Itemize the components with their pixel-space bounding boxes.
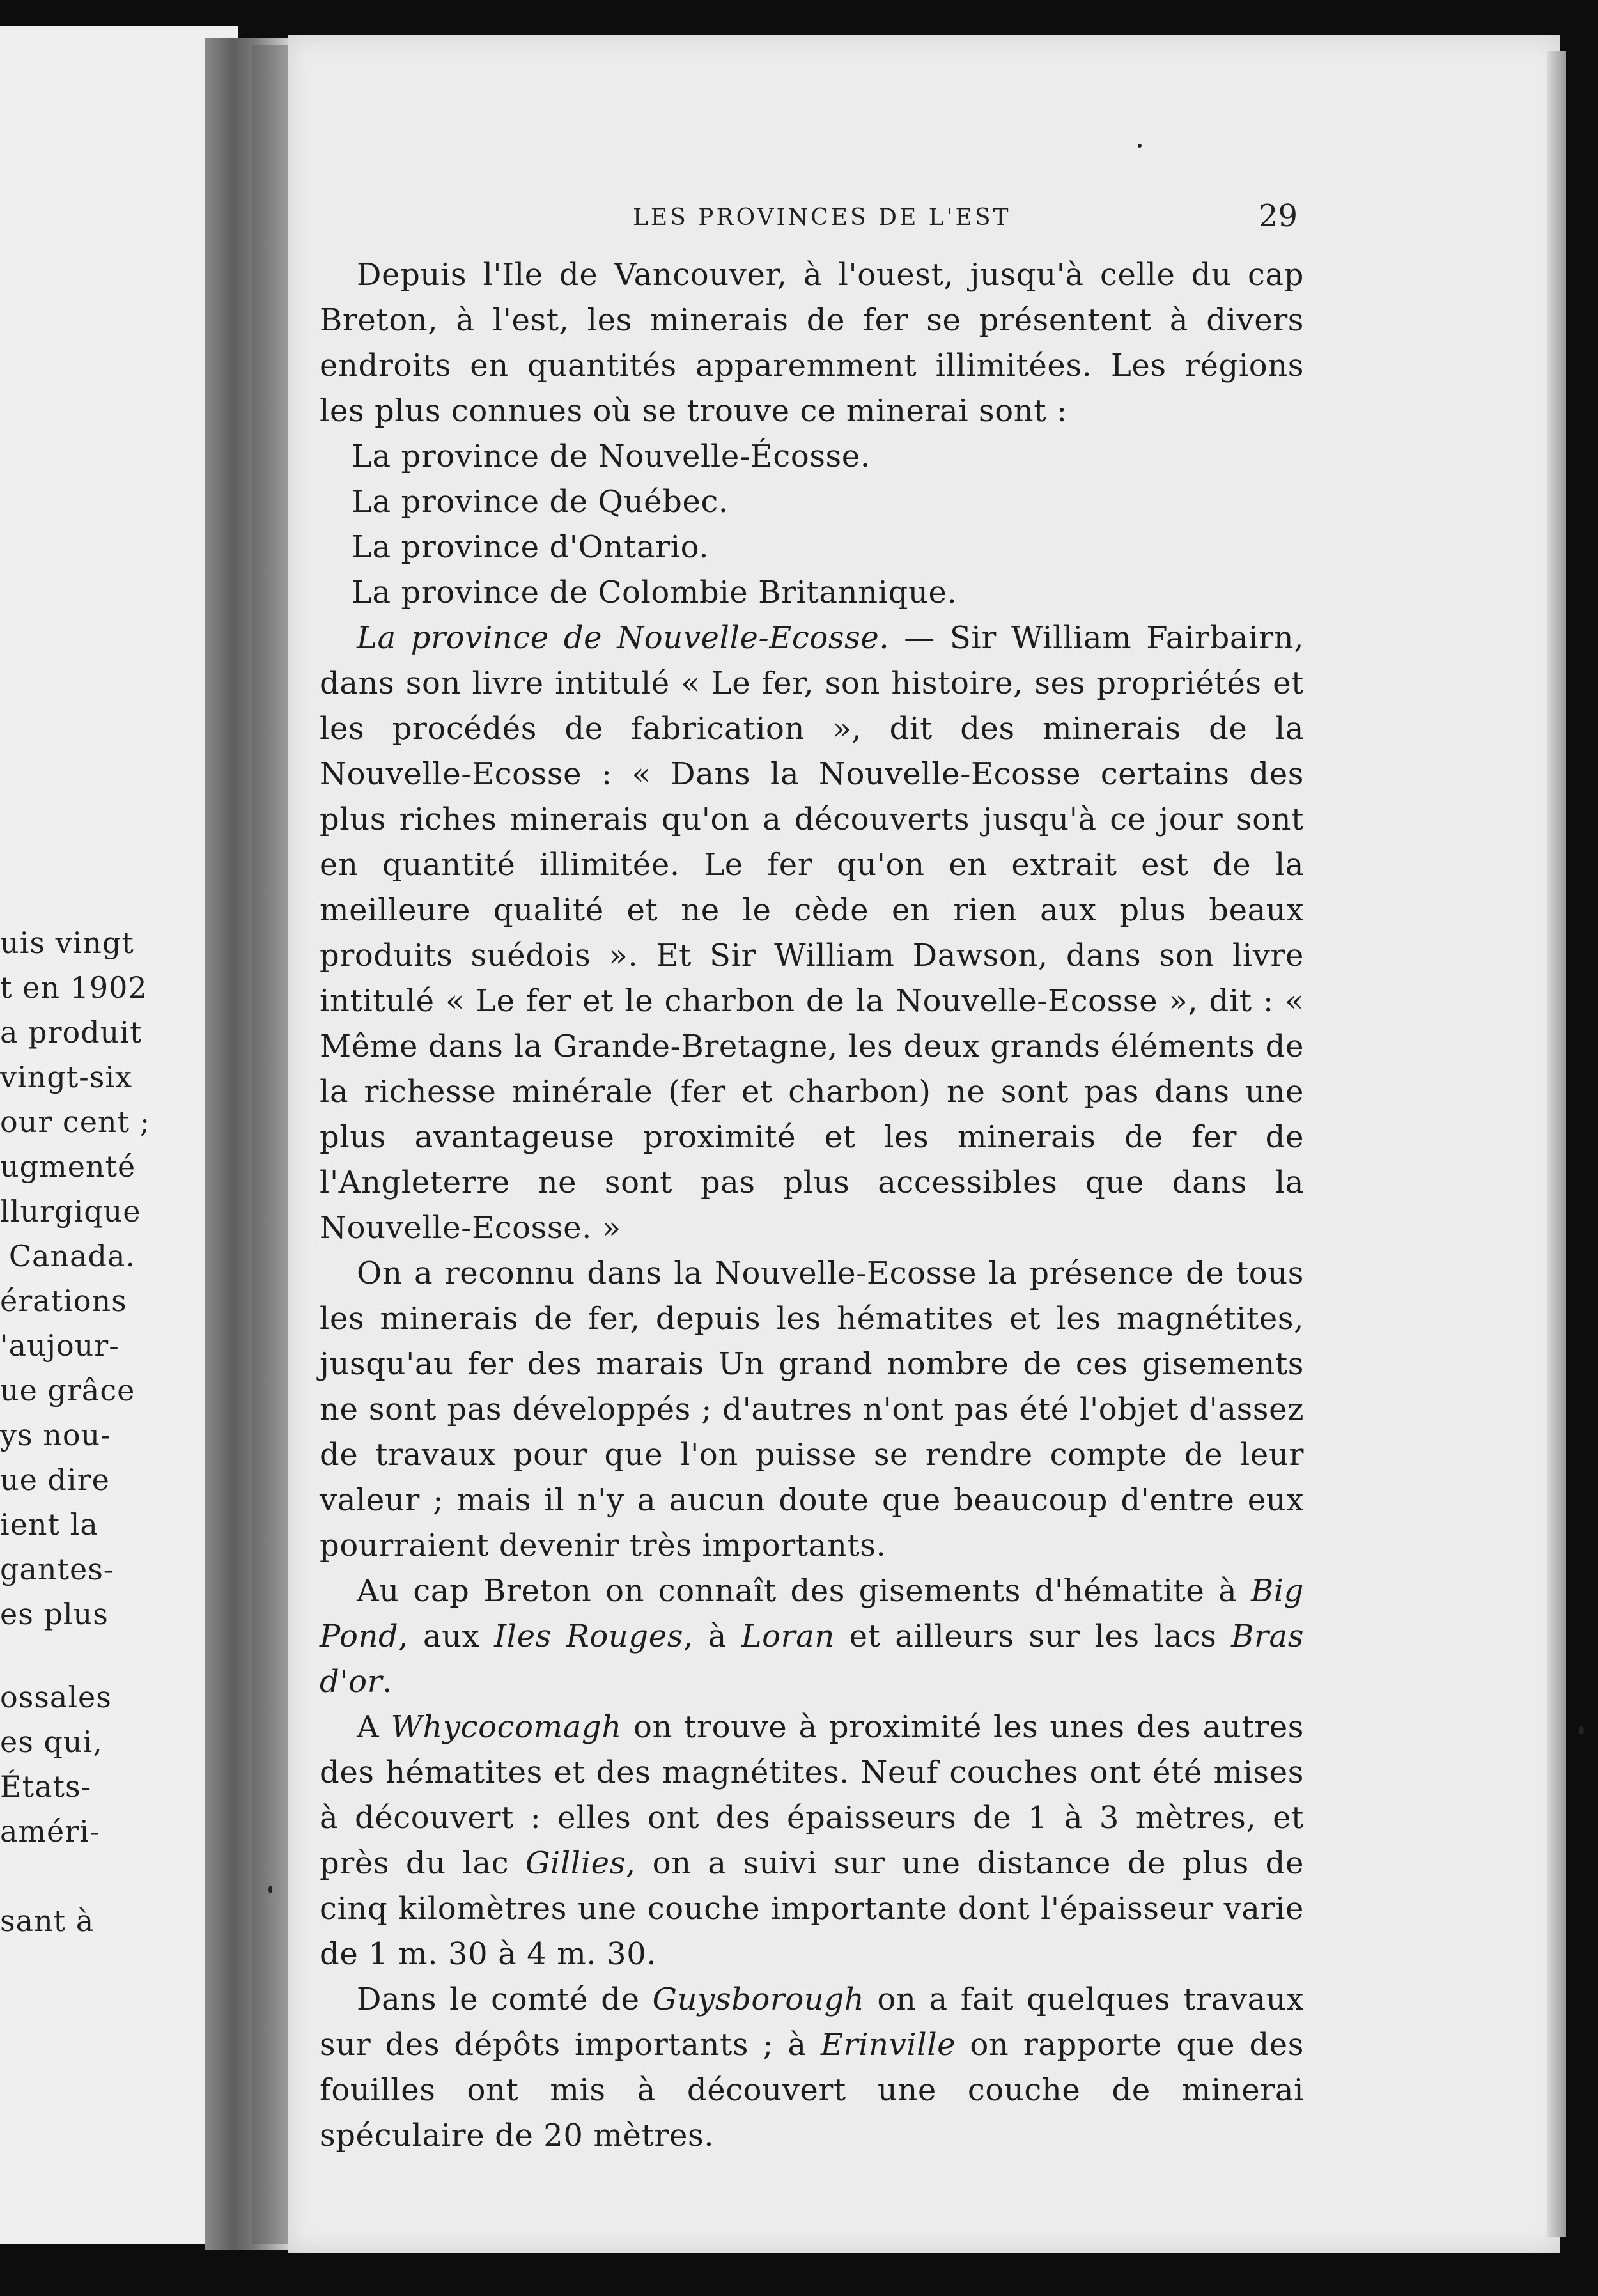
place-name: Whycocomagh	[391, 1709, 622, 1745]
left-page-line: vingt-six	[0, 1060, 133, 1094]
left-page-line: améri-	[0, 1814, 100, 1849]
dust-speck	[1138, 144, 1142, 148]
text-run: on a fait quelques travaux sur des dépôts importants ; à	[320, 1982, 1304, 2063]
running-header	[352, 198, 1298, 249]
left-page-line: ient la	[0, 1507, 98, 1542]
left-page-line: uis vingt	[0, 926, 134, 960]
gutter-shadow	[252, 45, 290, 2244]
left-page-line: a produit	[0, 1015, 143, 1050]
left-page-line: llurgique	[0, 1194, 141, 1229]
place-name: Gillies	[525, 1845, 626, 1881]
text-run: , à	[683, 1618, 741, 1654]
left-page-line: États-	[0, 1769, 92, 1804]
left-page-line: gantes-	[0, 1552, 114, 1586]
left-page-line: ys nou-	[0, 1418, 111, 1452]
left-page-line: es plus	[0, 1597, 109, 1631]
left-page-line: ossales	[0, 1680, 112, 1714]
list-item: La province de Québec.	[352, 484, 729, 520]
text-run: , aux	[398, 1618, 495, 1654]
text-run: .	[382, 1664, 393, 1700]
text-run: et ailleurs sur les lacs	[834, 1618, 1232, 1654]
list-item: La province de Colombie Britannique.	[352, 575, 958, 610]
dust-speck	[1579, 1726, 1584, 1735]
place-name: Loran	[741, 1618, 835, 1654]
left-page-line: Canada.	[8, 1239, 136, 1273]
text-run: Au cap Breton on connaît des gisements d'hématite à	[357, 1573, 1251, 1609]
left-page-line: ue dire	[0, 1462, 110, 1497]
left-page-line: es qui,	[0, 1725, 103, 1759]
text-run: , on a suivi sur une distance de plus de cinq kilomètres une couche importante dont l'épaisseur varie de 1 m. 30 à 4 m. 30.	[320, 1845, 1304, 1972]
place-name: Guysborough	[652, 1982, 865, 2017]
place-name: Bras d'or	[320, 1618, 1304, 1700]
running-title: LES PROVINCES DE L'EST	[633, 205, 1011, 231]
text-run: A	[357, 1709, 391, 1745]
page-edge	[1547, 51, 1566, 2237]
paragraph-text: — Sir William Fairbairn, dans son livre intitulé « Le fer, son histoire, ses propriétés et les procédés de fabrication », dit des minerais de la Nouvelle-Ecosse : « Dans la Nouvelle-Ecosse certains des plus riches minerais qu'on a découverts jusqu'à ce jour sont en quantité illimitée. Le fer qu'on en extrait est de la meilleure qualité et ne le cède en rien aux plus beaux produits suédois ». Et Sir William Dawson, dans son livre intitulé « Le fer et le charbon de la Nouvelle-Ecosse », dit : « Même dans la Grande-Bretagne, les deux grands éléments de la richesse minérale (fer et charbon) ne sont pas dans une plus avantageuse proximité et les minerais de fer de l'Angleterre ne sont pas plus accessibles que dans la Nouvelle-Ecosse. »	[320, 620, 1305, 1246]
paragraph-gisements: On a reconnu dans la Nouvelle-Ecosse la présence de tous les minerais de fer, depuis les hématites et les magnétites, jusqu'au fer des marais Un grand nombre de ces gisements ne sont pas développés ; d'autres n'ont pas été l'objet d'assez de travaux pour que l'on puisse se rendre compte de leur valeur ; mais il n'y a aucun doute que beaucoup d'entre eux pourraient devenir très importants.	[320, 1255, 1304, 1563]
text-run: Dans le comté de	[357, 1982, 653, 2017]
left-page-line: our cent ;	[0, 1105, 151, 1139]
dust-speck	[268, 1886, 272, 1893]
place-name: Big Pond	[320, 1573, 1304, 1654]
place-name: Erinville	[820, 2027, 956, 2063]
left-page-line: sant à	[0, 1904, 95, 1938]
place-name: Iles Rouges	[494, 1618, 683, 1654]
paragraph-nouvelle-ecosse	[320, 616, 1304, 1251]
left-page-line: ugmenté	[0, 1149, 136, 1184]
left-page-line: t en 1902	[0, 970, 148, 1005]
page-number: 29	[1258, 198, 1298, 234]
left-page-line: 'aujour-	[0, 1328, 120, 1363]
list-item: La province de Nouvelle-Écosse.	[352, 438, 871, 474]
list-item: La province d'Ontario.	[352, 529, 710, 565]
paragraph-intro: Depuis l'Ile de Vancouver, à l'ouest, jusqu'à celle du cap Breton, à l'est, les minerais de fer se présentent à divers endroits en quantités apparemment illimitées. Les régions les plus connues où se trouve ce minerai sont :	[320, 257, 1304, 429]
section-heading: La province de Nouvelle-Ecosse.	[357, 620, 890, 656]
text-run: on rapporte que des fouilles ont mis à découvert une couche de minerai spéculaire de 20 mètres.	[320, 2027, 1305, 2153]
facing-page-left	[0, 26, 238, 2244]
left-page-line: ue grâce	[0, 1373, 136, 1408]
paragraph-guysborough	[320, 1977, 1304, 2159]
text-run: on trouve à proximité les unes des autres des hématites et des magnétites. Neuf couches ont été mises à découvert : elles ont des épaisseurs de 1 à 3 mètres, et près du lac	[320, 1709, 1304, 1881]
body-text	[320, 252, 1304, 2159]
paragraph-cap-breton	[320, 1569, 1304, 1705]
paragraph-whycocomagh	[320, 1705, 1304, 1977]
left-page-line: érations	[0, 1284, 127, 1318]
